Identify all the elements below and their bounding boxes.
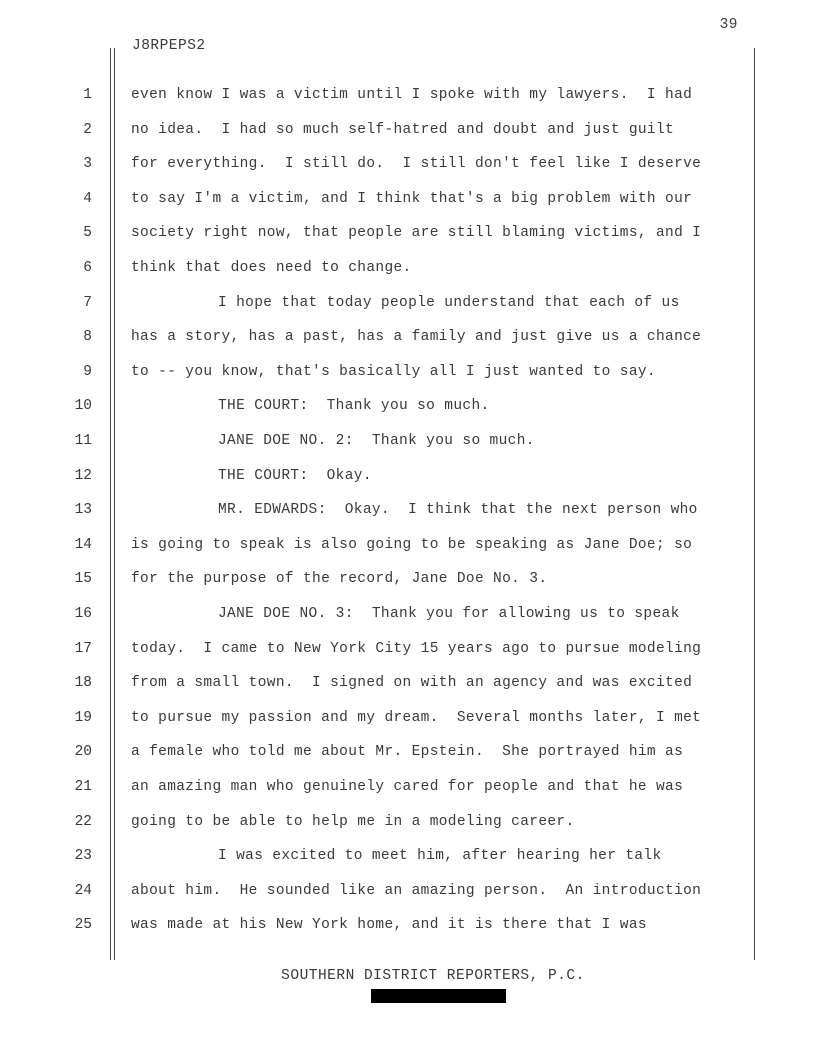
transcript-line: from a small town. I signed on with an agency and was excited bbox=[131, 675, 693, 691]
line-number: 4 bbox=[83, 191, 92, 207]
line-number: 16 bbox=[74, 606, 92, 622]
line-number: 11 bbox=[74, 433, 92, 449]
transcript-line: to -- you know, that's basically all I just wanted to say. bbox=[131, 364, 656, 380]
line-number: 12 bbox=[74, 468, 92, 484]
line-number: 8 bbox=[83, 329, 92, 345]
left-margin-rule-inner bbox=[114, 48, 115, 960]
case-id-header: J8RPEPS2 bbox=[132, 38, 206, 54]
right-margin-rule bbox=[754, 48, 755, 960]
transcript-line: I was excited to meet him, after hearing her talk bbox=[218, 848, 662, 864]
transcript-line: JANE DOE NO. 2: Thank you so much. bbox=[218, 433, 535, 449]
line-number: 1 bbox=[83, 87, 92, 103]
line-number: 9 bbox=[83, 364, 92, 380]
transcript-line: even know I was a victim until I spoke with my lawyers. I had bbox=[131, 87, 693, 103]
transcript-line: no idea. I had so much self-hatred and doubt and just guilt bbox=[131, 122, 675, 138]
transcript-line: today. I came to New York City 15 years ago to pursue modeling bbox=[131, 641, 702, 657]
line-number: 5 bbox=[83, 225, 92, 241]
line-number: 14 bbox=[74, 537, 92, 553]
line-number: 6 bbox=[83, 260, 92, 276]
line-number: 19 bbox=[74, 710, 92, 726]
transcript-line: is going to speak is also going to be speaking as Jane Doe; so bbox=[131, 537, 693, 553]
transcript-line: has a story, has a past, has a family and just give us a chance bbox=[131, 329, 702, 345]
transcript-line: was made at his New York home, and it is there that I was bbox=[131, 917, 647, 933]
line-number: 21 bbox=[74, 779, 92, 795]
page-number: 39 bbox=[719, 17, 738, 33]
transcript-line: I hope that today people understand that each of us bbox=[218, 295, 680, 311]
line-number: 2 bbox=[83, 122, 92, 138]
line-number: 20 bbox=[74, 744, 92, 760]
transcript-line: going to be able to help me in a modeling career. bbox=[131, 814, 575, 830]
transcript-line: THE COURT: Thank you so much. bbox=[218, 398, 490, 414]
line-number: 3 bbox=[83, 156, 92, 172]
transcript-line: JANE DOE NO. 3: Thank you for allowing us to speak bbox=[218, 606, 680, 622]
transcript-line: think that does need to change. bbox=[131, 260, 412, 276]
line-number: 17 bbox=[74, 641, 92, 657]
transcript-line: about him. He sounded like an amazing person. An introduction bbox=[131, 883, 702, 899]
line-number: 25 bbox=[74, 917, 92, 933]
line-number: 10 bbox=[74, 398, 92, 414]
transcript-line: for everything. I still do. I still don't feel like I deserve bbox=[131, 156, 702, 172]
line-number: 13 bbox=[74, 502, 92, 518]
line-number: 18 bbox=[74, 675, 92, 691]
line-number: 23 bbox=[74, 848, 92, 864]
transcript-line: to say I'm a victim, and I think that's a big problem with our bbox=[131, 191, 693, 207]
transcript-line: a female who told me about Mr. Epstein. She portrayed him as bbox=[131, 744, 684, 760]
left-margin-rule-outer bbox=[110, 48, 111, 960]
line-number: 7 bbox=[83, 295, 92, 311]
transcript-line: for the purpose of the record, Jane Doe No. 3. bbox=[131, 571, 548, 587]
transcript-line: MR. EDWARDS: Okay. I think that the next person who bbox=[218, 502, 698, 518]
line-number: 22 bbox=[74, 814, 92, 830]
footer-reporter: SOUTHERN DISTRICT REPORTERS, P.C. bbox=[281, 968, 585, 984]
transcript-line: to pursue my passion and my dream. Several months later, I met bbox=[131, 710, 702, 726]
transcript-line: an amazing man who genuinely cared for people and that he was bbox=[131, 779, 684, 795]
line-number: 15 bbox=[74, 571, 92, 587]
transcript-line: society right now, that people are still blaming victims, and I bbox=[131, 225, 702, 241]
line-number: 24 bbox=[74, 883, 92, 899]
transcript-line: THE COURT: Okay. bbox=[218, 468, 372, 484]
redaction-bar bbox=[371, 989, 506, 1003]
